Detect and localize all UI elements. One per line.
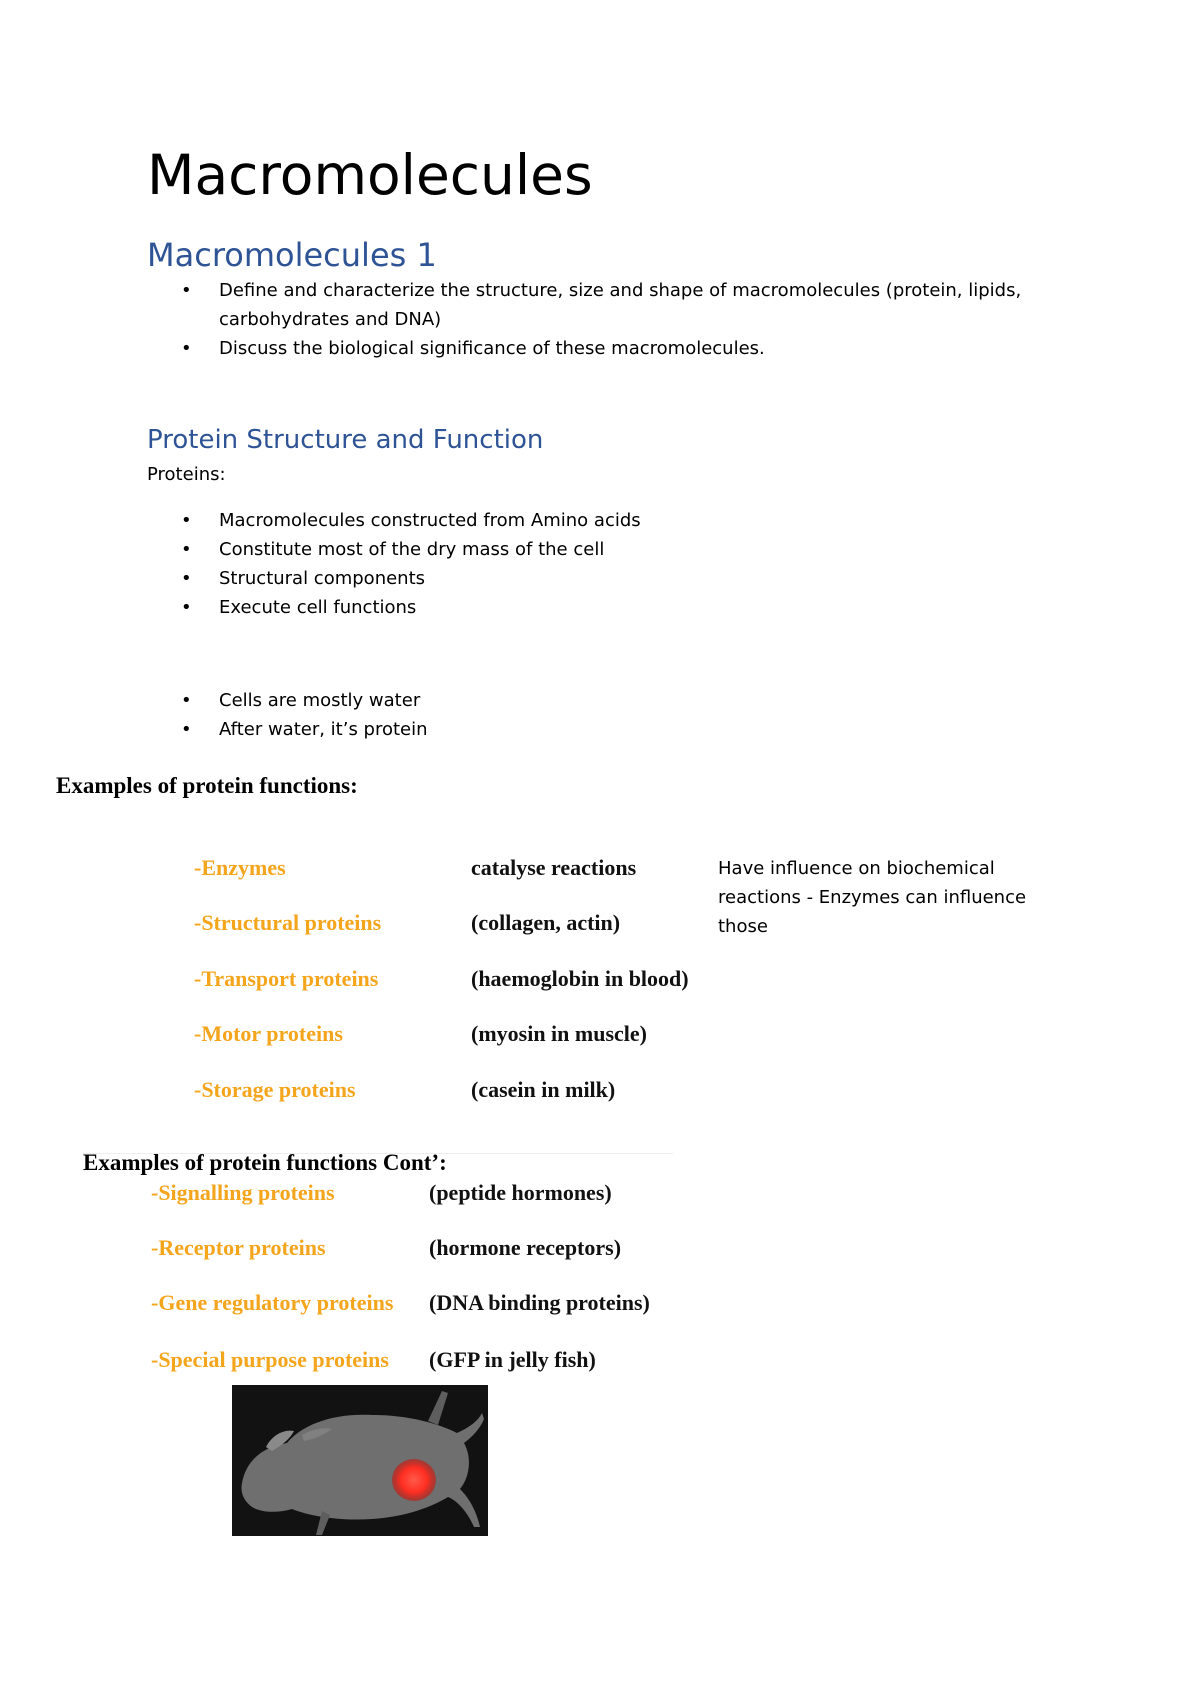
protein-example: (haemoglobin in blood) bbox=[471, 966, 689, 991]
section-heading-protein-structure: Protein Structure and Function bbox=[147, 425, 544, 455]
list-item: • Cells are mostly water bbox=[147, 686, 1047, 715]
protein-type: -Special purpose proteins bbox=[151, 1347, 389, 1372]
list-item: • Execute cell functions bbox=[147, 593, 1047, 622]
bullet-icon: • bbox=[181, 719, 192, 740]
proteins-intro: Proteins: bbox=[147, 464, 226, 485]
protein-example: (hormone receptors) bbox=[429, 1235, 622, 1260]
document-title: Macromolecules bbox=[147, 143, 593, 207]
bullet-icon: • bbox=[181, 597, 192, 618]
protein-facts-list bbox=[147, 506, 1047, 622]
list-item: • Macromolecules constructed from Amino acids bbox=[147, 506, 1047, 535]
bullet-icon: • bbox=[181, 338, 192, 359]
bullet-icon: • bbox=[181, 539, 192, 560]
list-item: • Define and characterize the structure, size and shape of macromolecules (protein, lipids, carbohydrates and DNA) bbox=[147, 276, 1047, 334]
bullet-icon: • bbox=[181, 280, 192, 301]
protein-type: -Receptor proteins bbox=[151, 1235, 326, 1260]
protein-type: -Motor proteins bbox=[194, 1021, 343, 1046]
water-facts-list bbox=[147, 686, 1047, 744]
protein-example: (DNA binding proteins) bbox=[429, 1290, 650, 1315]
protein-example: (myosin in muscle) bbox=[471, 1021, 647, 1046]
list-item: • Constitute most of the dry mass of the cell bbox=[147, 535, 1047, 564]
protein-example: (peptide hormones) bbox=[429, 1180, 612, 1205]
enzymes-note: Have influence on biochemical reactions - Enzymes can influence those bbox=[718, 858, 1027, 937]
section-heading-macromolecules-1: Macromolecules 1 bbox=[147, 236, 437, 274]
objectives-list bbox=[147, 276, 1047, 363]
list-item: • Discuss the biological significance of these macromolecules. bbox=[147, 334, 1047, 363]
protein-example: catalyse reactions bbox=[471, 855, 637, 880]
protein-type: -Enzymes bbox=[194, 855, 286, 880]
protein-example: (GFP in jelly fish) bbox=[429, 1347, 596, 1372]
gfp-mouse-image bbox=[232, 1385, 488, 1536]
list-item: • Structural components bbox=[147, 564, 1047, 593]
protein-example: (collagen, actin) bbox=[471, 910, 621, 935]
protein-type: -Storage proteins bbox=[194, 1077, 356, 1102]
protein-type: -Transport proteins bbox=[194, 966, 379, 991]
list-item: • After water, it’s protein bbox=[147, 715, 1047, 744]
mouse-fluorescence-illustration bbox=[232, 1385, 488, 1536]
protein-type: -Structural proteins bbox=[194, 910, 382, 935]
examples-continued-heading: Examples of protein functions Cont’: bbox=[83, 1150, 447, 1175]
protein-example: (casein in milk) bbox=[471, 1077, 616, 1102]
gfp-glow-region bbox=[392, 1459, 436, 1501]
examples-heading: Examples of protein functions: bbox=[56, 773, 358, 798]
protein-type: -Gene regulatory proteins bbox=[151, 1290, 394, 1315]
bullet-icon: • bbox=[181, 568, 192, 589]
bullet-icon: • bbox=[181, 690, 192, 711]
bullet-icon: • bbox=[181, 510, 192, 531]
protein-type: -Signalling proteins bbox=[151, 1180, 335, 1205]
